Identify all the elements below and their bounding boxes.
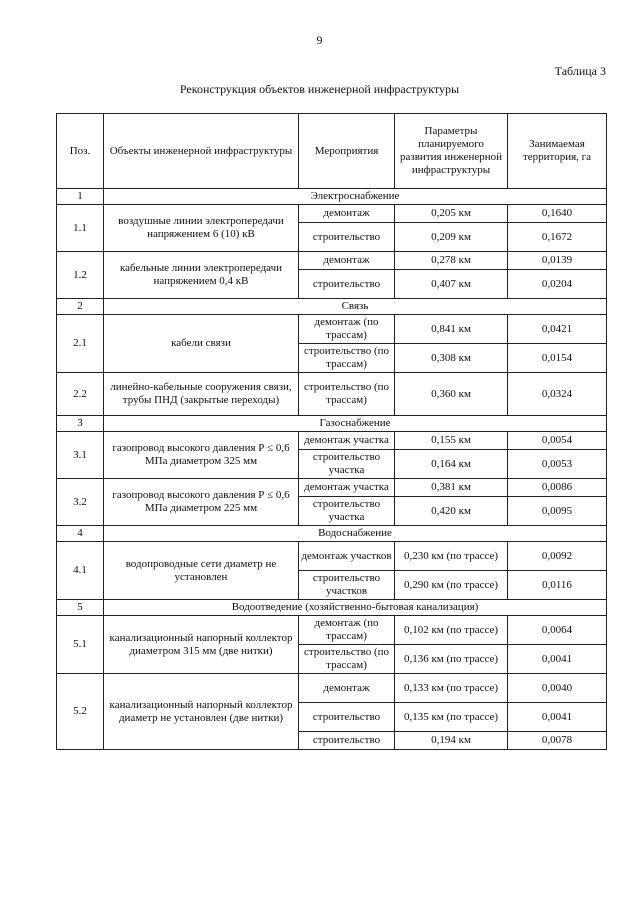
row-param: 0,205 км xyxy=(395,205,508,223)
row-area: 0,0041 xyxy=(508,645,607,674)
row-pos: 1.2 xyxy=(57,252,104,299)
row-param: 0,194 км xyxy=(395,732,508,750)
row-object: газопровод высокого давления Р ≤ 0,6 МПа диаметром 225 мм xyxy=(104,479,299,526)
infrastructure-table xyxy=(56,113,607,750)
row-object: кабельные линии электропередачи напряжением 0,4 кВ xyxy=(104,252,299,299)
row-action: демонтаж (по трассам) xyxy=(299,315,395,344)
row-area: 0,0078 xyxy=(508,732,607,750)
row-pos: 4.1 xyxy=(57,542,104,600)
row-area: 0,0040 xyxy=(508,674,607,703)
section-number: 4 xyxy=(57,526,104,542)
row-param: 0,155 км xyxy=(395,432,508,450)
row-area: 0,1640 xyxy=(508,205,607,223)
row-param: 0,308 км xyxy=(395,344,508,373)
row-object: канализационный напорный коллектор диаметром 315 мм (две нитки) xyxy=(104,616,299,674)
row-action: строительство xyxy=(299,732,395,750)
row-action: демонтаж xyxy=(299,674,395,703)
table-row xyxy=(57,479,607,497)
table-row xyxy=(57,373,607,416)
row-param: 0,381 км xyxy=(395,479,508,497)
row-object: кабели связи xyxy=(104,315,299,373)
section-row xyxy=(57,416,607,432)
row-action: строительство (по трассам) xyxy=(299,645,395,674)
section-number: 5 xyxy=(57,600,104,616)
header-params: Параметры планируемого развития инженерной инфраструктуры xyxy=(395,114,508,189)
table-row xyxy=(57,205,607,223)
table-row xyxy=(57,616,607,645)
table-row xyxy=(57,252,607,270)
row-object: водопроводные сети диаметр не установлен xyxy=(104,542,299,600)
row-action: демонтаж участка xyxy=(299,432,395,450)
row-object: газопровод высокого давления Р ≤ 0,6 МПа диаметром 325 мм xyxy=(104,432,299,479)
section-number: 3 xyxy=(57,416,104,432)
row-object: воздушные линии электропередачи напряжением 6 (10) кВ xyxy=(104,205,299,252)
row-pos: 3.2 xyxy=(57,479,104,526)
section-row xyxy=(57,600,607,616)
row-action: демонтаж участка xyxy=(299,479,395,497)
row-action: строительство (по трассам) xyxy=(299,373,395,416)
row-action: строительство (по трассам) xyxy=(299,344,395,373)
row-param: 0,230 км (по трассе) xyxy=(395,542,508,571)
row-area: 0,0154 xyxy=(508,344,607,373)
row-param: 0,136 км (по трассе) xyxy=(395,645,508,674)
section-number: 1 xyxy=(57,189,104,205)
row-action: строительство участков xyxy=(299,571,395,600)
row-area: 0,0053 xyxy=(508,450,607,479)
row-param: 0,841 км xyxy=(395,315,508,344)
row-area: 0,0086 xyxy=(508,479,607,497)
row-area: 0,0324 xyxy=(508,373,607,416)
row-param: 0,278 км xyxy=(395,252,508,270)
section-title: Связь xyxy=(104,299,607,315)
row-pos: 2.2 xyxy=(57,373,104,416)
section-title: Электроснабжение xyxy=(104,189,607,205)
row-param: 0,133 км (по трассе) xyxy=(395,674,508,703)
table-row xyxy=(57,315,607,344)
row-action: демонтаж xyxy=(299,252,395,270)
row-area: 0,0054 xyxy=(508,432,607,450)
row-param: 0,407 км xyxy=(395,270,508,299)
row-action: строительство участка xyxy=(299,497,395,526)
row-action: строительство xyxy=(299,223,395,252)
row-area: 0,0064 xyxy=(508,616,607,645)
row-area: 0,0041 xyxy=(508,703,607,732)
row-pos: 3.1 xyxy=(57,432,104,479)
row-param: 0,360 км xyxy=(395,373,508,416)
table-row xyxy=(57,432,607,450)
section-title: Водоснабжение xyxy=(104,526,607,542)
section-row xyxy=(57,299,607,315)
table-label: Таблица 3 xyxy=(554,64,606,78)
section-number: 2 xyxy=(57,299,104,315)
row-area: 0,0139 xyxy=(508,252,607,270)
table-row xyxy=(57,674,607,703)
row-area: 0,0204 xyxy=(508,270,607,299)
row-area: 0,0092 xyxy=(508,542,607,571)
row-pos: 5.2 xyxy=(57,674,104,750)
row-object: канализационный напорный коллектор диаметр не установлен (две нитки) xyxy=(104,674,299,750)
section-title: Газоснабжение xyxy=(104,416,607,432)
row-pos: 1.1 xyxy=(57,205,104,252)
row-object: линейно-кабельные сооружения связи, трубы ПНД (закрытые переходы) xyxy=(104,373,299,416)
row-param: 0,290 км (по трассе) xyxy=(395,571,508,600)
row-area: 0,0421 xyxy=(508,315,607,344)
row-action: строительство xyxy=(299,270,395,299)
row-pos: 5.1 xyxy=(57,616,104,674)
row-pos: 2.1 xyxy=(57,315,104,373)
section-title: Водоотведение (хозяйственно-бытовая канализация) xyxy=(104,600,607,616)
header-action: Мероприятия xyxy=(299,114,395,189)
row-area: 0,1672 xyxy=(508,223,607,252)
row-area: 0,0095 xyxy=(508,497,607,526)
row-action: демонтаж xyxy=(299,205,395,223)
header-object: Объекты инженерной инфраструктуры xyxy=(104,114,299,189)
section-row xyxy=(57,526,607,542)
page-number: 9 xyxy=(316,33,323,47)
row-action: строительство участка xyxy=(299,450,395,479)
row-param: 0,135 км (по трассе) xyxy=(395,703,508,732)
section-row xyxy=(57,189,607,205)
row-action: демонтаж участков xyxy=(299,542,395,571)
row-param: 0,102 км (по трассе) xyxy=(395,616,508,645)
row-param: 0,420 км xyxy=(395,497,508,526)
table-row xyxy=(57,542,607,571)
header-pos: Поз. xyxy=(57,114,104,189)
table-header-row xyxy=(57,114,607,189)
document-title: Реконструкция объектов инженерной инфраструктуры xyxy=(179,82,460,96)
row-param: 0,209 км xyxy=(395,223,508,252)
row-area: 0,0116 xyxy=(508,571,607,600)
header-area: Занимаемая территория, га xyxy=(508,114,607,189)
row-action: строительство xyxy=(299,703,395,732)
row-action: демонтаж (по трассам) xyxy=(299,616,395,645)
row-param: 0,164 км xyxy=(395,450,508,479)
